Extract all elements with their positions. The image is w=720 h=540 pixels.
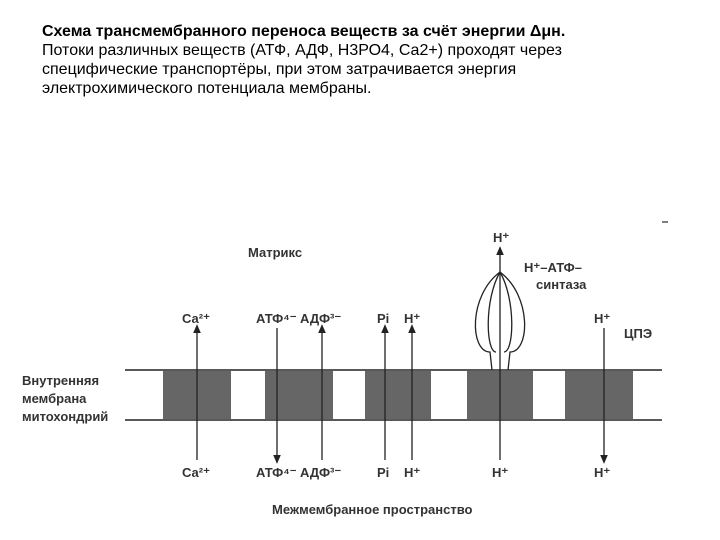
top-adp-label: АДФ³⁻ [300,311,342,326]
membrane-label-line-1: Внутренняя [22,373,100,388]
synthase-label-line-2: синтаза [536,277,587,292]
top-atp-label: АТФ⁴⁻ [256,311,297,326]
intermembrane-label: Межмембранное пространство [272,502,473,517]
top-ca-label: Са²⁺ [182,311,210,326]
top-h-label: Н⁺ [404,311,421,326]
top-h-cpe-label: Н⁺ [594,311,611,326]
synthase-label-line-1: Н⁺–АТФ– [524,260,582,275]
bottom-ca-label: Са²⁺ [182,465,210,480]
membrane-block [565,371,633,419]
membrane-label-line-3: митохондрий [22,409,109,424]
matrix-label: Матрикс [248,245,303,260]
bottom-h-label: Н⁺ [404,465,421,480]
bottom-pi-label: Pi [377,465,390,480]
caption-title: Схема трансмембранного переноса веществ за счёт энергии Δμн. [42,23,566,40]
membrane-block [365,371,431,419]
membrane-block [265,371,333,419]
caption-line-4: электрохимического потенциала мембраны. [42,80,372,97]
bottom-h-synthase-label: Н⁺ [492,465,509,480]
bottom-h-cpe-label: Н⁺ [594,465,611,480]
bottom-adp-label: АДФ³⁻ [300,465,342,480]
top-pi-label: Pi [377,311,390,326]
top-h-synthase-label: Н⁺ [493,230,510,245]
bottom-atp-label: АТФ⁴⁻ [256,465,297,480]
caption-line-2: Потоки различных веществ (АТФ, АДФ, Н3РО4, Са2+) проходят через [42,42,562,59]
membrane-label-line-2: мембрана [22,391,87,406]
cpe-label: ЦПЭ [624,326,653,341]
caption-line-3: специфические транспортёры, при этом затрачивается энергия [42,61,517,78]
